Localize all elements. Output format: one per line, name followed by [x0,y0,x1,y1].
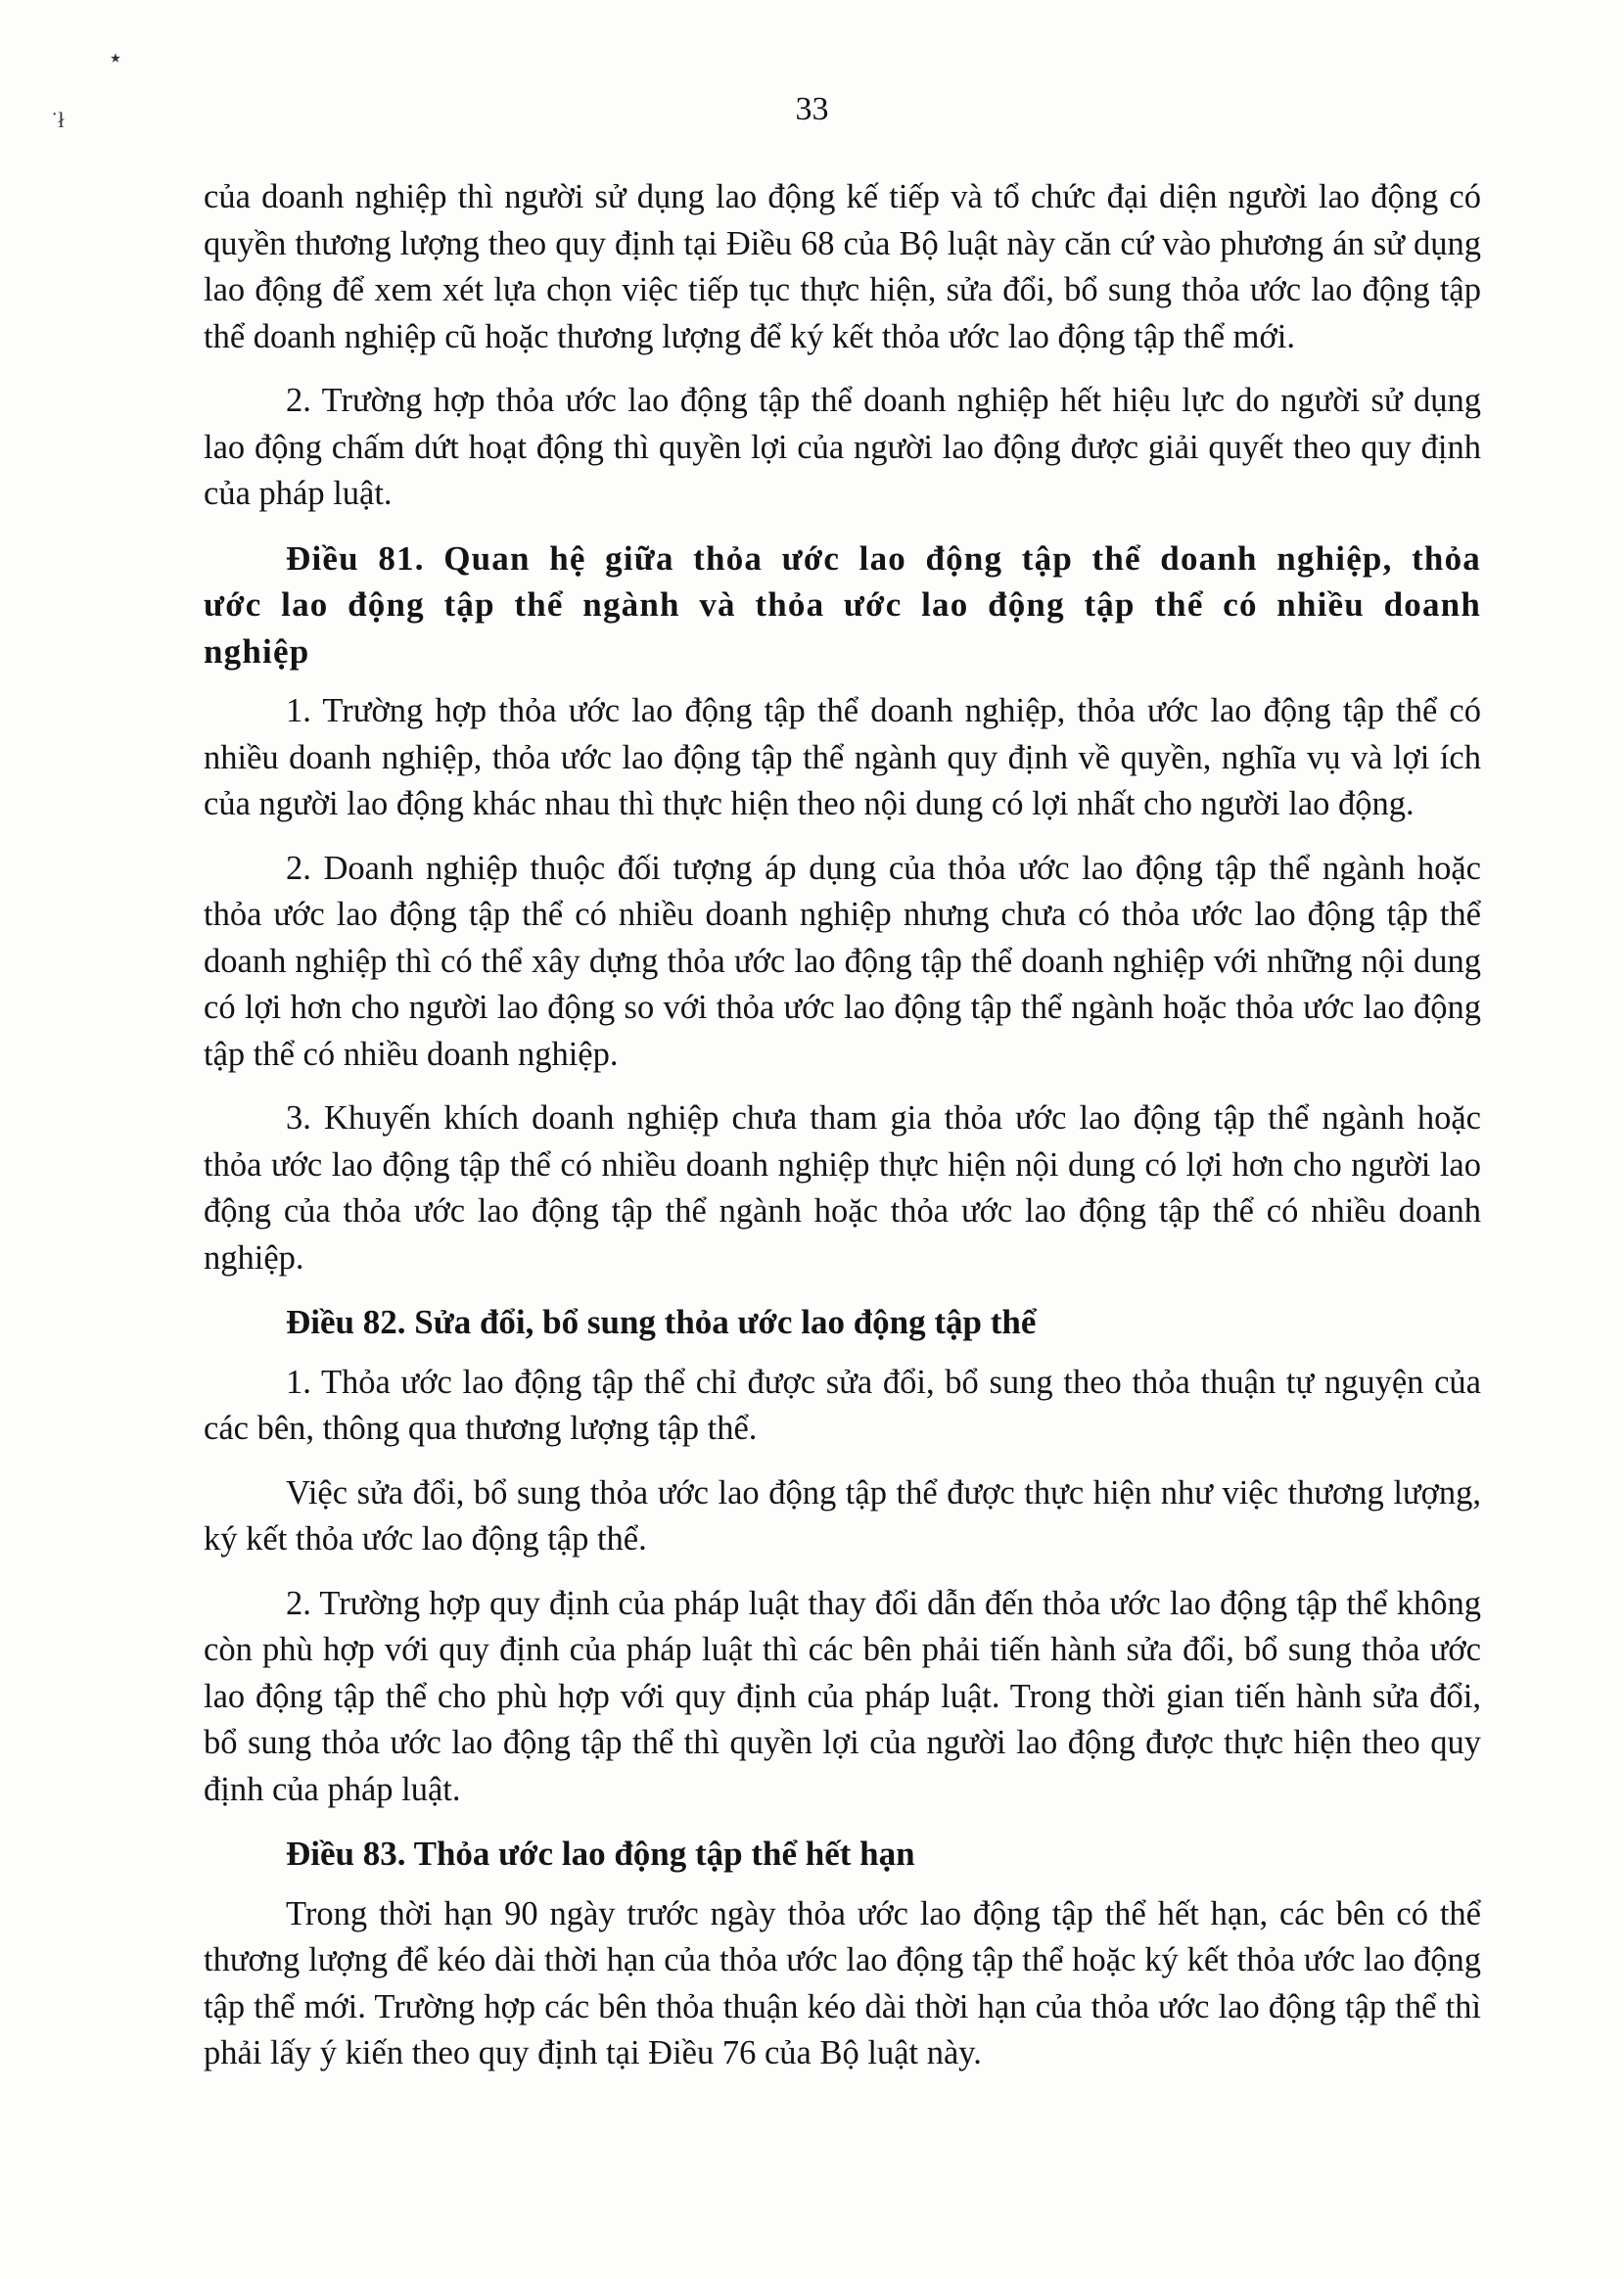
article-81-clause-3: 3. Khuyến khích doanh nghiệp chưa tham gia thỏa ước lao động tập thể ngành hoặc thỏa ước lao động tập thể có nhiều doanh nghiệp thực hiện nội dung có lợi hơn cho người lao động của thỏa ước lao động tập thể ngành hoặc thỏa ước lao động tập thể có nhiều doanh nghiệp. [204,1099,1481,1277]
article-82-clause-1-note: Việc sửa đổi, bổ sung thỏa ước lao động tập thể được thực hiện như việc thương lượng, ký kết thỏa ước lao động tập thể. [204,1473,1481,1558]
document-body [204,174,1481,2095]
page-number: 33 [795,91,829,127]
article-83-heading: Điều 83. Thỏa ước lao động tập thể hết hạn [286,1835,915,1873]
paragraph-clause-2: 2. Trường hợp thỏa ước lao động tập thể doanh nghiệp hết hiệu lực do người sử dụng lao động chấm dứt hoạt động thì quyền lợi của người lao động được giải quyết theo quy định của pháp luật. [204,382,1481,512]
article-81-clause-2: 2. Doanh nghiệp thuộc đối tượng áp dụng của thỏa ước lao động tập thể ngành hoặc thỏa ước lao động tập thể có nhiều doanh nghiệp nhưng chưa có thỏa ước lao động tập thể doanh nghiệp thì có thể xây dựng thỏa ước lao động tập thể doanh nghiệp với những nội dung có lợi hơn cho người lao động so với thỏa ước lao động tập thể ngành hoặc thỏa ước lao động tập thể có nhiều doanh nghiệp. [204,849,1481,1073]
article-82-heading: Điều 82. Sửa đổi, bổ sung thỏa ước lao động tập thể [286,1303,1037,1341]
scan-speck: ˙ł [51,108,65,132]
paragraph-continuation: của doanh nghiệp thì người sử dụng lao động kế tiếp và tổ chức đại diện người lao động có quyền thương lượng theo quy định tại Điều 68 của Bộ luật này căn cứ vào phương án sử dụng lao động để xem xét lựa chọn việc tiếp tục thực hiện, sửa đổi, bổ sung thỏa ước lao động tập thể doanh nghiệp cũ hoặc thương lượng để ký kết thỏa ước lao động tập thể mới. [204,178,1481,355]
article-82-clause-2: 2. Trường hợp quy định của pháp luật thay đổi dẫn đến thỏa ước lao động tập thể không còn phù hợp với quy định của pháp luật thì các bên phải tiến hành sửa đổi, bổ sung thỏa ước lao động tập thể cho phù hợp với quy định của pháp luật. Trong thời gian tiến hành sửa đổi, bổ sung thỏa ước lao động tập thể thì quyền lợi của người lao động được thực hiện theo quy định của pháp luật. [204,1584,1481,1808]
article-81-heading: Điều 81. Quan hệ giữa thỏa ước lao động tập thể doanh nghiệp, thỏa ước lao động tập thể ngành và thỏa ước lao động tập thể có nhiều doanh nghiệp [204,538,1481,671]
article-83-body: Trong thời hạn 90 ngày trước ngày thỏa ước lao động tập thể hết hạn, các bên có thể thương lượng để kéo dài thời hạn của thỏa ước lao động tập thể hoặc ký kết thỏa ước lao động tập thể mới. Trường hợp các bên thỏa thuận kéo dài thời hạn của thỏa ước lao động tập thể thì phải lấy ý kiến theo quy định tại Điều 76 của Bộ luật này. [204,1894,1481,2071]
article-81-clause-1: 1. Trường hợp thỏa ước lao động tập thể doanh nghiệp, thỏa ước lao động tập thể có nhiều doanh nghiệp, thỏa ước lao động tập thể ngành quy định về quyền, nghĩa vụ và lợi ích của người lao động khác nhau thì thực hiện theo nội dung có lợi nhất cho người lao động. [204,692,1481,822]
article-82-clause-1: 1. Thỏa ước lao động tập thể chỉ được sửa đổi, bổ sung theo thỏa thuận tự nguyện của các bên, thông qua thương lượng tập thể. [204,1363,1481,1447]
scan-speck: ٭ [110,45,121,70]
